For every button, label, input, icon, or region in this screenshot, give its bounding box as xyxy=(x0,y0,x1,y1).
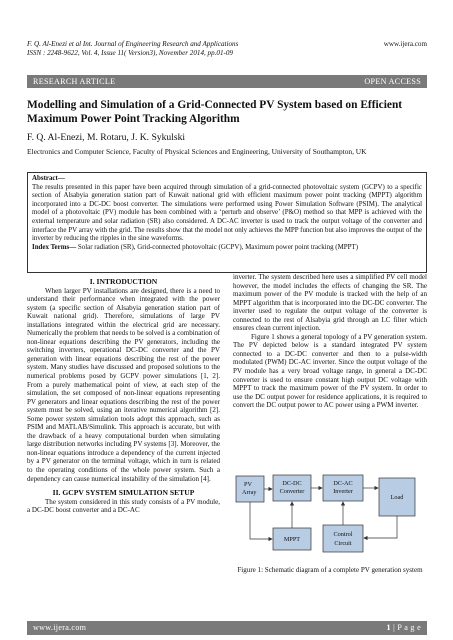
dcac-label-1: DC-AC xyxy=(333,480,353,487)
system-diagram xyxy=(233,470,427,565)
abstract-heading: Abstract— xyxy=(32,174,65,182)
setup-paragraph: The system considered in this study consists of a PV module, a DC-DC boost converter and a DC-AC xyxy=(27,497,220,515)
figure-caption: Figure 1: Schematic diagram of a complete PV generation system xyxy=(237,566,423,574)
right-paragraph-2: Figure 1 shows a general topology of a PV generation system. The PV depicted below is a standard integrated PV system connected to a DC-DC converter and then to a pulse-width modulated (PWM) DC-AC inverter. Since the output voltage of the PV module has a very broad voltage range, in general a DC-DC converter is used to ensure constant high output DC voltage with MPPT to track the maximum power of the PV system. In order to use the DC output power for residence applications, it is required to convert the DC output power to AC power using a PWM inverter. xyxy=(233,332,427,410)
pv-to-mppt-arrow xyxy=(250,502,272,539)
abstract-box xyxy=(27,172,427,273)
journal-line: F. Q. Al-Enezi et al Int. Journal of Engineering Research and Applications xyxy=(27,40,239,48)
index-terms xyxy=(32,243,422,252)
dcdc-label-2: Converter xyxy=(279,488,305,495)
dcac-label-2: Inverter xyxy=(333,488,353,495)
section-2-heading: II. GCPV SYSTEM SIMULATION SETUP xyxy=(52,488,195,498)
access-label: OPEN ACCESS xyxy=(364,77,421,86)
dcdc-label-1: DC-DC xyxy=(282,480,302,487)
load-label: Load xyxy=(390,494,404,501)
left-column xyxy=(27,278,220,515)
page-footer xyxy=(27,621,427,635)
pv-label-2: Array xyxy=(242,489,257,496)
control-label-1: Control xyxy=(333,531,353,538)
section-1-heading: I. INTRODUCTION xyxy=(89,277,158,286)
pv-label-1: PV xyxy=(244,481,252,488)
right-paragraph-1: inverter. The system described here uses a simplified PV cell model however, the model includes the effects of changing the SR. The maximum power of the PV module is tracked with the help of an MPPT algorithm that is incorporated into the DC-DC converter. The inverter used to regulate the output voltage of the converter is connected to the rest of Alsabyia grid through an LC filter which ensures clean current injection. xyxy=(233,273,427,333)
page-number: 1 | P a g e xyxy=(386,623,421,632)
intro-paragraph: When larger PV installations are designed, there is a need to understand their performance when integrated with the power system (a specific section of Alsabyia generation station part of Kuwait national grid). Therefore, simulations of large PV installations integrated within the electrical grid are necessary. Numerically the problem that needs to be solved is a combination of non-linear equations describing the PV generators, including the switching inverters, operational DC-DC converter and the PV generation with linear equations describing the rest of the power system. Many studies have discussed and proposed solutions to the numerical problems posed by GCPV power simulations [1, 2]. From a purely mathematical point of view, at each step of the simulation, the set composed of non-linear equations representing PV generators and linear equations describing the rest of the power system must be solved, using an iterative numerical algorithm [2]. Some power system simulation tools adopt this approach, such as PSIM and MATLAB/Simulink. This approach is accurate, but with the drawback of a heavy computational burden when simulating large distribution networks including PV systems [3]. Moreover, the non-linear equations introduce a dependency of the current injected by a PV generator on the terminal voltage, which in turn is related to the operating conditions of the whole power system. Such a dependency can cause numerical instability of the simulation [4]. xyxy=(27,286,220,483)
article-type: RESEARCH ARTICLE xyxy=(33,77,116,86)
header-site[interactable]: www.ijera.com xyxy=(383,40,427,48)
mppt-label: MPPT xyxy=(283,536,301,543)
footer-site[interactable]: www.ijera.com xyxy=(33,623,87,632)
paper-title: Modelling and Simulation of a Grid-Connected PV System based on Efficient Maximum Power Point Tracking Algorithm xyxy=(27,99,403,125)
affiliation: Electronics and Computer Science, Faculty of Physical Sciences and Engineering, University of Southampton, UK xyxy=(27,147,367,156)
index-terms-heading: Index Terms— xyxy=(32,242,77,251)
article-banner xyxy=(27,75,427,88)
index-terms-text: Solar radiation (SR), Grid-connected photovoltaic (GCPV), Maximum power point tracking (MPPT) xyxy=(76,242,359,251)
load-to-control-arrow xyxy=(364,516,397,538)
authors: F. Q. Al-Enezi, M. Rotaru, J. K. Sykulski xyxy=(27,132,186,143)
abstract-body: The results presented in this paper have been acquired through simulation of a grid-connected photovoltaic system (GCPV) to a specific section of Alsabyia generation station part of Kuwait national grid with efficient maximum power point tracking (MPPT) algorithm incorporated into a DC-DC boost converter. The simulations were performed using Power Simulation Software (PSIM). The analytical model of a photovoltaic (PV) module has been combined with a ‘perturb and observe’ (P&O) method so that MPP is achieved with the external temperature and solar radiation (SR) also considered. A DC-AC inverter is used to track the output voltage of the converter and interface the PV array with the grid. The results show that the model not only achieves the MPP function but also improves the output of the inverter by reducing the ripples in the sine waveforms. xyxy=(32,182,422,243)
control-label-2: Circuit xyxy=(334,540,352,547)
issn-line: ISSN : 2248-9622, Vol. 4, Issue 11( Version3), November 2014, pp.01-09 xyxy=(27,49,233,57)
right-column xyxy=(233,273,427,410)
running-header xyxy=(27,40,427,58)
control-block xyxy=(323,525,363,552)
